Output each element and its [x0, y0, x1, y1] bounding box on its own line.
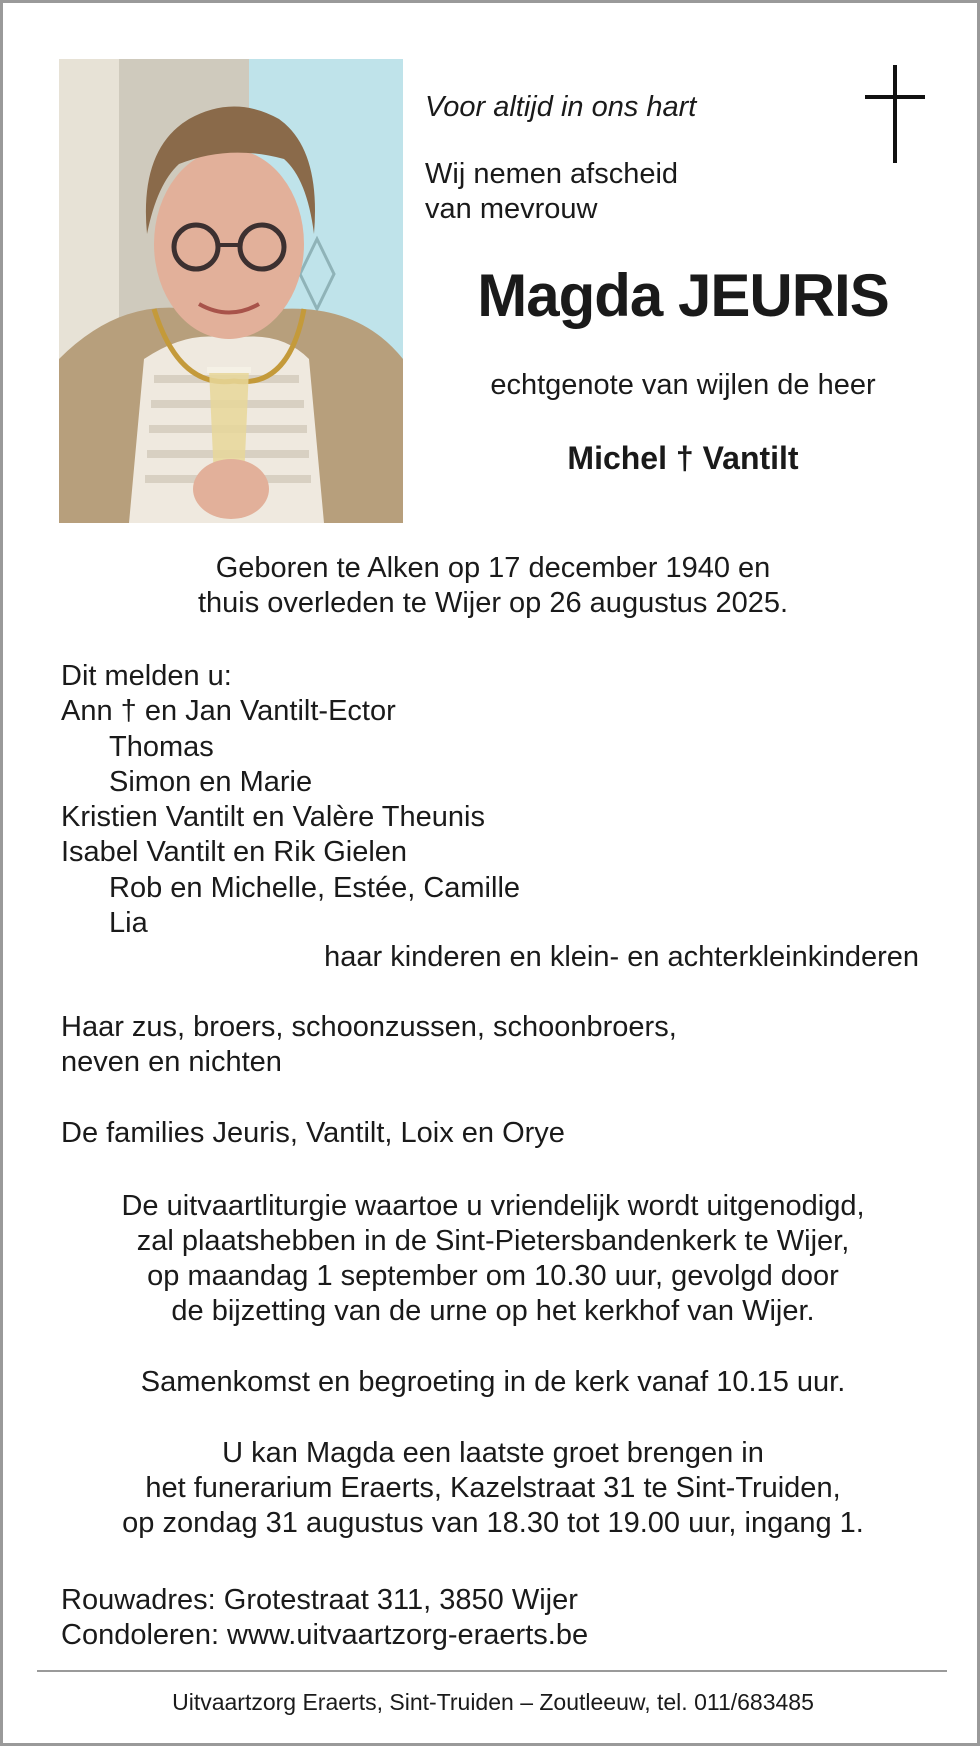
intro-line: van mevrouw: [425, 193, 598, 225]
liturgy-line: de bijzetting van de urne op het kerkhof van Wijer.: [171, 1295, 815, 1327]
siblings-line: Haar zus, broers, schoonzussen, schoonbroers,: [61, 1011, 677, 1043]
spouse-relation: echtgenote van wijlen de heer: [490, 369, 876, 401]
gathering-info: [43, 1365, 943, 1400]
family-line: Dit melden u:: [61, 660, 232, 692]
farewell-line: op zondag 31 augustus van 18.30 tot 19.00 uur, ingang 1.: [122, 1507, 864, 1539]
funeral-home-footer: Uitvaartzorg Eraerts, Sint-Truiden – Zoutleeuw, tel. 011/683485: [172, 1689, 814, 1715]
motto: Voor altijd in ons hart: [425, 91, 697, 123]
contact-info: [61, 1583, 588, 1654]
family-line: Isabel Vantilt en Rik Gielen: [61, 836, 408, 869]
condolence-link[interactable]: Condoleren: www.uitvaartzorg-eraerts.be: [61, 1619, 589, 1652]
birth-death-line: thuis overleden te Wijer op 26 augustus 2025.: [197, 587, 789, 619]
family-list: [61, 659, 520, 941]
families-text: [61, 1116, 565, 1151]
portrait-illustration: [59, 59, 403, 523]
intro-text: [425, 157, 678, 227]
intro-line: Wij nemen afscheid: [425, 158, 679, 190]
liturgy-line: op maandag 1 september om 10.30 uur, gevolgd door: [147, 1260, 839, 1292]
family-line: Kristien Vantilt en Valère Theunis: [61, 801, 485, 834]
liturgy-line: De uitvaartliturgie waartoe u vriendelijk wordt uitgenodigd,: [121, 1190, 865, 1222]
liturgy-line: zal plaatshebben in de Sint-Pietersbandenkerk te Wijer,: [136, 1225, 850, 1257]
birth-death-line: Geboren te Alken op 17 december 1940 en: [215, 552, 771, 584]
farewell-info: [43, 1436, 943, 1541]
farewell-line: U kan Magda een laatste groet brengen in: [222, 1437, 764, 1469]
siblings-text: [61, 1010, 677, 1081]
portrait-photo: [59, 59, 403, 523]
latin-cross-icon: [865, 65, 925, 163]
family-line: Ann † en Jan Vantilt-Ector: [61, 695, 396, 728]
family-line: Thomas: [109, 730, 214, 763]
families-line: De families Jeuris, Vantilt, Loix en Orye: [61, 1117, 565, 1149]
siblings-line: neven en nichten: [61, 1046, 282, 1079]
spouse-name: Michel † Vantilt: [567, 440, 799, 476]
farewell-line: het funerarium Eraerts, Kazelstraat 31 te Sint-Truiden,: [145, 1472, 841, 1504]
footer-divider: [37, 1670, 947, 1672]
family-line: Lia: [109, 907, 148, 940]
deceased-name: Magda JEURIS: [477, 262, 889, 329]
liturgy-info: [43, 1189, 943, 1329]
family-summary: haar kinderen en klein- en achterkleinkinderen: [324, 941, 919, 973]
mourning-address: Rouwadres: Grotestraat 311, 3850 Wijer: [61, 1584, 578, 1616]
family-line: Rob en Michelle, Estée, Camille: [109, 871, 521, 904]
birth-death-info: [43, 551, 943, 621]
gathering-line: Samenkomst en begroeting in de kerk vanaf 10.15 uur.: [140, 1366, 846, 1398]
family-line: Simon en Marie: [109, 765, 313, 798]
